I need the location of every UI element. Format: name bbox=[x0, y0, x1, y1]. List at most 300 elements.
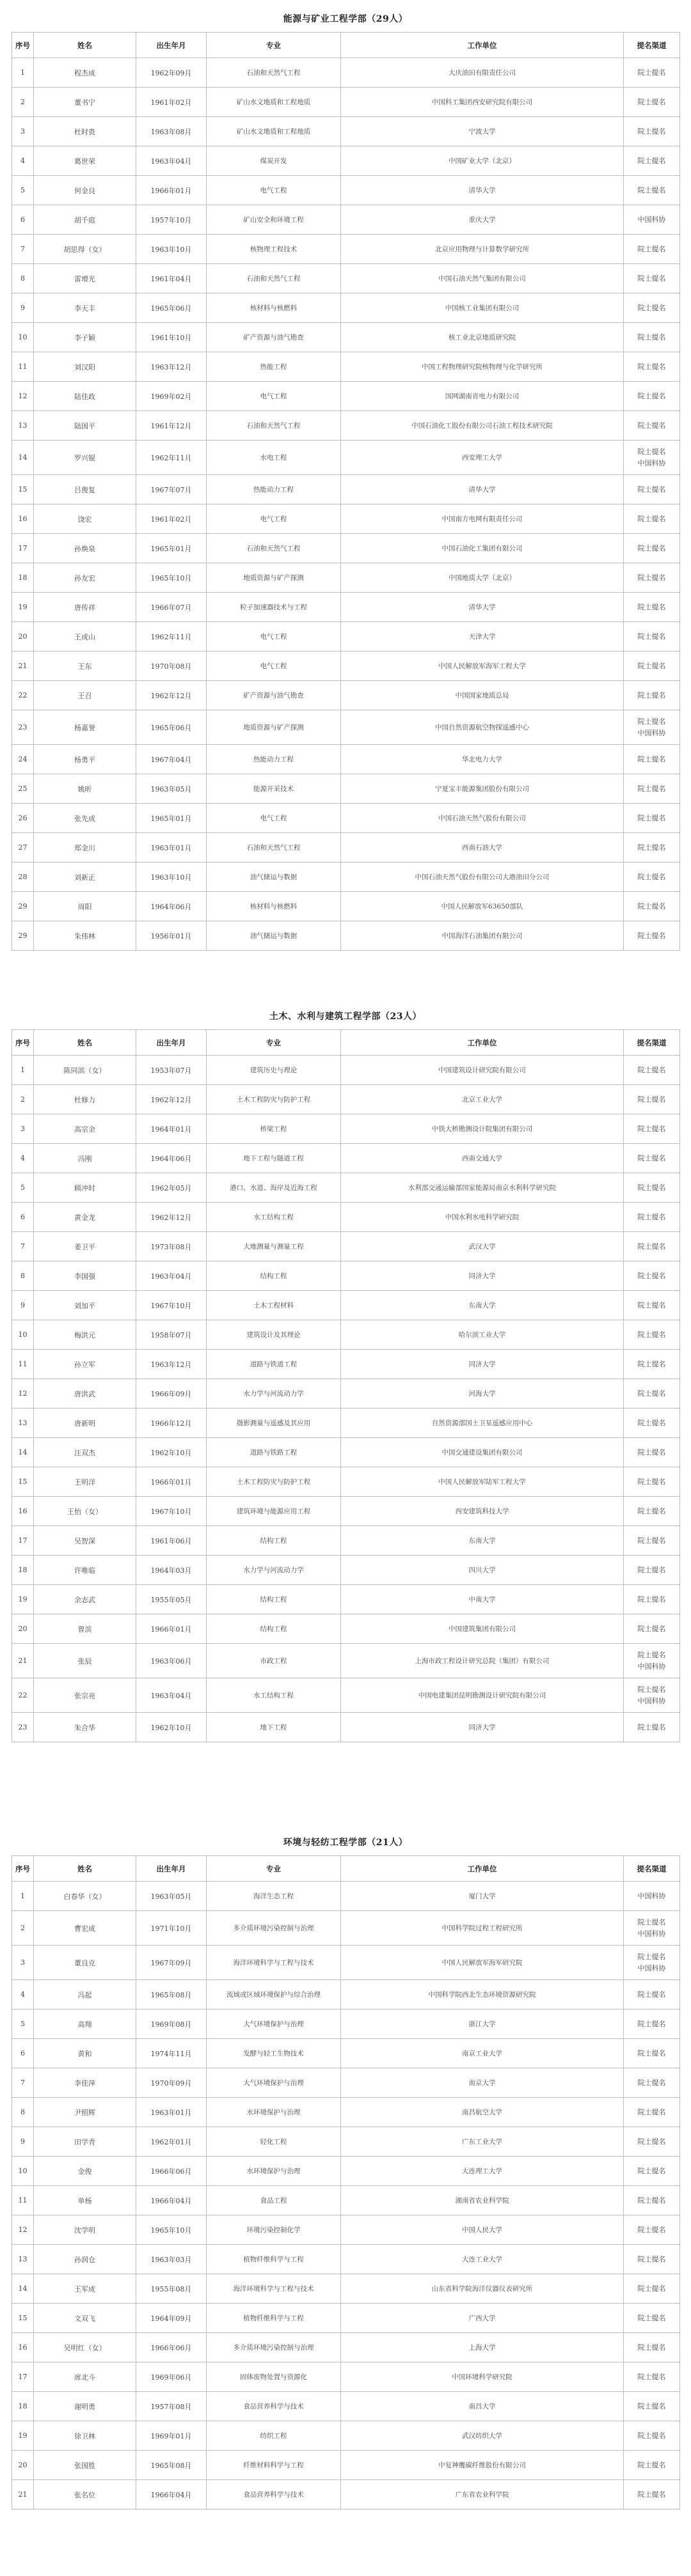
cell-field: 核材料与核燃料 bbox=[207, 892, 341, 921]
table-row bbox=[12, 1056, 680, 1085]
cell-name: 王明洋 bbox=[34, 1467, 136, 1497]
cell-no: 12 bbox=[12, 2215, 34, 2245]
cell-nomination bbox=[624, 1261, 680, 1291]
cell-nomination bbox=[624, 2333, 680, 2362]
table-header-row bbox=[12, 1856, 680, 1882]
table-row bbox=[12, 622, 680, 652]
cell-unit: 中国人民解放军63650部队 bbox=[341, 892, 624, 921]
cell-birth: 1961年06月 bbox=[136, 1526, 207, 1556]
cell-nomination bbox=[624, 2421, 680, 2451]
header-birth: 出生年月 bbox=[136, 1856, 207, 1882]
cell-birth: 1962年10月 bbox=[136, 1438, 207, 1467]
cell-name: 金俊 bbox=[34, 2157, 136, 2186]
cell-unit: 中国人民大学 bbox=[341, 2215, 624, 2245]
cell-nomination bbox=[624, 2451, 680, 2480]
cell-field: 结构工程 bbox=[207, 1261, 341, 1291]
cell-nomination bbox=[624, 58, 680, 88]
cell-nomination bbox=[624, 1497, 680, 1526]
table-row bbox=[12, 1678, 680, 1713]
cell-unit: 广东工业大学 bbox=[341, 2127, 624, 2157]
table-row bbox=[12, 1114, 680, 1144]
cell-no: 14 bbox=[12, 441, 34, 475]
nomination-channel: 院士提名 bbox=[637, 2401, 666, 2410]
cell-no: 8 bbox=[12, 1261, 34, 1291]
header-field: 专业 bbox=[207, 1030, 341, 1056]
table-body bbox=[12, 1882, 680, 2510]
cell-nomination bbox=[624, 1556, 680, 1585]
cell-nomination bbox=[624, 2098, 680, 2127]
cell-nomination bbox=[624, 88, 680, 117]
cell-no: 26 bbox=[12, 804, 34, 833]
cell-name: 汪双杰 bbox=[34, 1438, 136, 1467]
nomination-channel: 院士提名 bbox=[637, 421, 666, 430]
cell-nomination bbox=[624, 2068, 680, 2098]
cell-nomination bbox=[624, 264, 680, 293]
cell-no: 15 bbox=[12, 475, 34, 504]
cell-unit: 中复神鹰碳纤维股份有限公司 bbox=[341, 2451, 624, 2480]
table-row bbox=[12, 1946, 680, 1980]
table-row bbox=[12, 1173, 680, 1203]
cell-unit: 中国科学院西北生态环境资源研究院 bbox=[341, 1980, 624, 2010]
cell-no: 11 bbox=[12, 1350, 34, 1379]
table-row bbox=[12, 235, 680, 264]
table-row bbox=[12, 2010, 680, 2039]
cell-birth: 1964年06月 bbox=[136, 892, 207, 921]
cell-no: 25 bbox=[12, 774, 34, 804]
cell-nomination bbox=[624, 1085, 680, 1114]
cell-name: 张国胜 bbox=[34, 2451, 136, 2480]
cell-name: 高翔 bbox=[34, 2010, 136, 2039]
cell-no: 14 bbox=[12, 1438, 34, 1467]
nomination-channel: 院士提名 bbox=[637, 661, 666, 670]
nomination-channel: 院士提名 bbox=[637, 573, 666, 582]
cell-nomination bbox=[624, 1056, 680, 1085]
cell-field: 热能工程 bbox=[207, 352, 341, 382]
cell-nomination bbox=[624, 1203, 680, 1232]
table-row bbox=[12, 411, 680, 441]
cell-field: 土木工程材料 bbox=[207, 1291, 341, 1320]
cell-birth: 1966年06月 bbox=[136, 2157, 207, 2186]
table-row bbox=[12, 293, 680, 323]
cell-name: 雷增光 bbox=[34, 264, 136, 293]
table-row bbox=[12, 1556, 680, 1585]
nomination-channel: 院士提名 bbox=[637, 447, 666, 456]
cell-birth: 1969年01月 bbox=[136, 2421, 207, 2451]
nomination-channel: 院士提名 bbox=[637, 2372, 666, 2381]
nomination-channel: 院士提名 bbox=[637, 784, 666, 793]
table-row bbox=[12, 2068, 680, 2098]
cell-name: 吴智深 bbox=[34, 1526, 136, 1556]
cell-nomination bbox=[624, 710, 680, 745]
cell-no: 23 bbox=[12, 1713, 34, 1742]
cell-field: 多介质环境污染控制与治理 bbox=[207, 2333, 341, 2362]
cell-no: 22 bbox=[12, 681, 34, 710]
cell-unit: 上海市政工程设计研究总院（集团）有限公司 bbox=[341, 1644, 624, 1678]
cell-field: 道路与铁路工程 bbox=[207, 1438, 341, 1467]
cell-nomination bbox=[624, 1467, 680, 1497]
cell-birth: 1966年01月 bbox=[136, 1614, 207, 1644]
cell-field: 水环境保护与治理 bbox=[207, 2157, 341, 2186]
cell-unit: 天津大学 bbox=[341, 622, 624, 652]
cell-unit: 武汉纺织大学 bbox=[341, 2421, 624, 2451]
table-row bbox=[12, 1144, 680, 1173]
cell-unit: 北京工业大学 bbox=[341, 1085, 624, 1114]
table-row bbox=[12, 1614, 680, 1644]
cell-unit: 上海大学 bbox=[341, 2333, 624, 2362]
cell-no: 5 bbox=[12, 176, 34, 205]
cell-name: 刘新正 bbox=[34, 863, 136, 892]
cell-nomination bbox=[624, 504, 680, 534]
cell-no: 2 bbox=[12, 1085, 34, 1114]
nomination-channel: 院士提名 bbox=[637, 2460, 666, 2469]
header-name: 姓名 bbox=[34, 33, 136, 58]
cell-field: 建筑历史与理论 bbox=[207, 1056, 341, 1085]
cell-nomination bbox=[624, 1713, 680, 1742]
cell-nomination bbox=[624, 1173, 680, 1203]
cell-unit: 西安建筑科技大学 bbox=[341, 1497, 624, 1526]
cell-name: 李子颖 bbox=[34, 323, 136, 352]
table-row bbox=[12, 593, 680, 622]
cell-name: 姚昕 bbox=[34, 774, 136, 804]
cell-birth: 1958年07月 bbox=[136, 1320, 207, 1350]
table-row bbox=[12, 1526, 680, 1556]
section-civil-water-architecture bbox=[12, 1004, 679, 1742]
nomination-channel: 院士提名 bbox=[637, 2313, 666, 2322]
cell-birth: 1965年10月 bbox=[136, 2215, 207, 2245]
cell-name: 冯起 bbox=[34, 1980, 136, 2010]
nomination-channel: 院士提名 bbox=[637, 2049, 666, 2057]
table-row bbox=[12, 1585, 680, 1614]
cell-no: 11 bbox=[12, 352, 34, 382]
header-nomination: 提名渠道 bbox=[624, 1030, 680, 1056]
cell-field: 水力学与河流动力学 bbox=[207, 1556, 341, 1585]
cell-nomination bbox=[624, 2304, 680, 2333]
cell-no: 13 bbox=[12, 1409, 34, 1438]
cell-name: 张辰 bbox=[34, 1644, 136, 1678]
cell-birth: 1966年01月 bbox=[136, 176, 207, 205]
cell-birth: 1973年08月 bbox=[136, 1232, 207, 1261]
cell-birth: 1961年02月 bbox=[136, 88, 207, 117]
cell-unit: 同济大学 bbox=[341, 1713, 624, 1742]
section-energy-mining bbox=[12, 6, 679, 951]
cell-birth: 1957年08月 bbox=[136, 2392, 207, 2421]
cell-name: 王军成 bbox=[34, 2274, 136, 2304]
cell-field: 电气工程 bbox=[207, 176, 341, 205]
cell-field: 水工结构工程 bbox=[207, 1203, 341, 1232]
cell-no: 15 bbox=[12, 1467, 34, 1497]
nomination-channel: 院士提名 bbox=[637, 2078, 666, 2087]
cell-name: 白春华（女） bbox=[34, 1882, 136, 1911]
table-row bbox=[12, 1713, 680, 1742]
cell-field: 核材料与核燃料 bbox=[207, 293, 341, 323]
cell-nomination bbox=[624, 1614, 680, 1644]
header-no: 序号 bbox=[12, 33, 34, 58]
nomination-channel: 院士提名 bbox=[637, 1685, 666, 1694]
cell-unit: 宁波大学 bbox=[341, 117, 624, 146]
nomination-channel: 院士提名 bbox=[637, 2166, 666, 2175]
cell-no: 23 bbox=[12, 710, 34, 745]
nomination-channel: 院士提名 bbox=[637, 1990, 666, 1999]
cell-birth: 1962年12月 bbox=[136, 1085, 207, 1114]
cell-nomination bbox=[624, 117, 680, 146]
cell-birth: 1969年08月 bbox=[136, 2010, 207, 2039]
cell-nomination bbox=[624, 2039, 680, 2068]
cell-birth: 1962年12月 bbox=[136, 681, 207, 710]
table-row bbox=[12, 1232, 680, 1261]
cell-birth: 1966年04月 bbox=[136, 2186, 207, 2215]
nomination-channel: 院士提名 bbox=[637, 1418, 666, 1427]
cell-birth: 1967年07月 bbox=[136, 475, 207, 504]
cell-field: 大地测量与测量工程 bbox=[207, 1232, 341, 1261]
cell-no: 7 bbox=[12, 235, 34, 264]
cell-name: 李佳萍 bbox=[34, 2068, 136, 2098]
cell-field: 多介质环境污染控制与治理 bbox=[207, 1911, 341, 1946]
cell-name: 陆国平 bbox=[34, 411, 136, 441]
cell-field: 地质资源与矿产探测 bbox=[207, 563, 341, 593]
cell-unit: 中国工程物理研究院核物理与化学研究所 bbox=[341, 352, 624, 382]
cell-unit: 中国国家地质总局 bbox=[341, 681, 624, 710]
table-row bbox=[12, 2274, 680, 2304]
nomination-channel: 院士提名 bbox=[637, 1183, 666, 1192]
cell-field: 道路与铁道工程 bbox=[207, 1350, 341, 1379]
cell-birth: 1967年09月 bbox=[136, 1946, 207, 1980]
nomination-channel: 院士提名 bbox=[637, 1065, 666, 1074]
cell-birth: 1953年07月 bbox=[136, 1056, 207, 1085]
table-row bbox=[12, 504, 680, 534]
nomination-channel: 院士提名 bbox=[637, 1153, 666, 1162]
cell-no: 2 bbox=[12, 1911, 34, 1946]
cell-birth: 1956年01月 bbox=[136, 921, 207, 951]
cell-name: 杨嘉誉 bbox=[34, 710, 136, 745]
nomination-channel: 院士提名 bbox=[637, 303, 666, 312]
cell-birth: 1966年09月 bbox=[136, 1379, 207, 1409]
cell-field: 食品营养科学与技术 bbox=[207, 2392, 341, 2421]
cell-birth: 1963年04月 bbox=[136, 1261, 207, 1291]
table-row bbox=[12, 745, 680, 774]
section-title: 土木、水利与建筑工程学部（23人） bbox=[269, 1011, 422, 1022]
nomination-channel: 院士提名 bbox=[637, 1242, 666, 1251]
cell-no: 20 bbox=[12, 2451, 34, 2480]
table-row bbox=[12, 681, 680, 710]
table-row bbox=[12, 863, 680, 892]
cell-name: 张名位 bbox=[34, 2480, 136, 2510]
nomination-channel: 院士提名 bbox=[637, 1917, 666, 1926]
cell-nomination bbox=[624, 833, 680, 863]
cell-birth: 1969年06月 bbox=[136, 2362, 207, 2392]
cell-field: 矿山水文地质和工程地质 bbox=[207, 88, 341, 117]
cell-field: 石油和天然气工程 bbox=[207, 534, 341, 563]
cell-birth: 1963年01月 bbox=[136, 833, 207, 863]
cell-unit: 浙江大学 bbox=[341, 2010, 624, 2039]
cell-field: 植物纤维科学与工程 bbox=[207, 2304, 341, 2333]
cell-unit: 自然资源部国土卫星遥感应用中心 bbox=[341, 1409, 624, 1438]
cell-no: 7 bbox=[12, 2068, 34, 2098]
cell-name: 李天丰 bbox=[34, 293, 136, 323]
cell-name: 郑金川 bbox=[34, 833, 136, 863]
cell-unit: 重庆大学 bbox=[341, 205, 624, 235]
nomination-channel: 院士提名 bbox=[637, 1124, 666, 1133]
cell-name: 杜时贵 bbox=[34, 117, 136, 146]
cell-name: 冯刚 bbox=[34, 1144, 136, 1173]
cell-nomination bbox=[624, 892, 680, 921]
cell-birth: 1961年04月 bbox=[136, 264, 207, 293]
cell-birth: 1970年09月 bbox=[136, 2068, 207, 2098]
table-row bbox=[12, 1409, 680, 1438]
table-row bbox=[12, 892, 680, 921]
cell-field: 海洋生态工程 bbox=[207, 1882, 341, 1911]
cell-nomination bbox=[624, 235, 680, 264]
cell-nomination bbox=[624, 1144, 680, 1173]
cell-unit: 中国核工业集团有限公司 bbox=[341, 293, 624, 323]
cell-unit: 中国科学院过程工程研究所 bbox=[341, 1911, 624, 1946]
cell-unit: 西安理工大学 bbox=[341, 441, 624, 475]
cell-unit: 中国南方电网有限责任公司 bbox=[341, 504, 624, 534]
cell-nomination bbox=[624, 2245, 680, 2274]
member-table bbox=[12, 1029, 680, 1742]
cell-birth: 1964年01月 bbox=[136, 1114, 207, 1144]
cell-no: 1 bbox=[12, 1056, 34, 1085]
cell-birth: 1966年07月 bbox=[136, 593, 207, 622]
nomination-channel: 院士提名 bbox=[637, 1477, 666, 1486]
cell-unit: 哈尔滨工业大学 bbox=[341, 1320, 624, 1350]
table-row bbox=[12, 804, 680, 833]
cell-name: 黄金龙 bbox=[34, 1203, 136, 1232]
cell-unit: 中国建筑集团有限公司 bbox=[341, 1614, 624, 1644]
cell-field: 矿产资源与油气勘查 bbox=[207, 681, 341, 710]
nomination-channel: 院士提名 bbox=[637, 902, 666, 910]
table-body bbox=[12, 1056, 680, 1742]
table-row bbox=[12, 1467, 680, 1497]
table-row bbox=[12, 2333, 680, 2362]
cell-birth: 1966年06月 bbox=[136, 2333, 207, 2362]
cell-unit: 东南大学 bbox=[341, 1291, 624, 1320]
cell-name: 王东 bbox=[34, 652, 136, 681]
cell-birth: 1961年10月 bbox=[136, 323, 207, 352]
cell-nomination bbox=[624, 1585, 680, 1614]
nomination-channel: 院士提名 bbox=[637, 717, 666, 726]
cell-field: 油气储运与数据 bbox=[207, 921, 341, 951]
cell-nomination bbox=[624, 1911, 680, 1946]
table-row bbox=[12, 833, 680, 863]
cell-field: 桥梁工程 bbox=[207, 1114, 341, 1144]
cell-unit: 中国地质大学（北京） bbox=[341, 563, 624, 593]
cell-birth: 1967年10月 bbox=[136, 1291, 207, 1320]
cell-unit: 湖南省农业科学院 bbox=[341, 2186, 624, 2215]
nomination-channel: 中国科协 bbox=[637, 1696, 666, 1705]
cell-name: 席北斗 bbox=[34, 2362, 136, 2392]
cell-no: 2 bbox=[12, 88, 34, 117]
cell-unit: 南昌大学 bbox=[341, 2392, 624, 2421]
nomination-channel: 中国科协 bbox=[637, 1929, 666, 1938]
cell-name: 刘加平 bbox=[34, 1291, 136, 1320]
cell-unit: 武汉大学 bbox=[341, 1232, 624, 1261]
cell-unit: 南京工业大学 bbox=[341, 2039, 624, 2068]
cell-birth: 1964年06月 bbox=[136, 1144, 207, 1173]
cell-field: 热能动力工程 bbox=[207, 475, 341, 504]
cell-birth: 1962年05月 bbox=[136, 1173, 207, 1203]
cell-field: 纺织工程 bbox=[207, 2421, 341, 2451]
header-birth: 出生年月 bbox=[136, 1030, 207, 1056]
cell-nomination bbox=[624, 411, 680, 441]
cell-no: 28 bbox=[12, 863, 34, 892]
cell-name: 何金良 bbox=[34, 176, 136, 205]
cell-nomination bbox=[624, 652, 680, 681]
cell-unit: 国网湖南省电力有限公司 bbox=[341, 382, 624, 411]
header-field: 专业 bbox=[207, 1856, 341, 1882]
cell-no: 21 bbox=[12, 1644, 34, 1678]
table-row bbox=[12, 1980, 680, 2010]
table-row bbox=[12, 2039, 680, 2068]
table-row bbox=[12, 264, 680, 293]
cell-name: 罗兴锟 bbox=[34, 441, 136, 475]
cell-name: 单杨 bbox=[34, 2186, 136, 2215]
table-row bbox=[12, 921, 680, 951]
cell-field: 能源开采技术 bbox=[207, 774, 341, 804]
table-row bbox=[12, 652, 680, 681]
cell-field: 石油和天然气工程 bbox=[207, 58, 341, 88]
cell-birth: 1965年08月 bbox=[136, 1980, 207, 2010]
nomination-channel: 院士提名 bbox=[637, 362, 666, 371]
cell-birth: 1957年10月 bbox=[136, 205, 207, 235]
table-row bbox=[12, 1911, 680, 1946]
header-unit: 工作单位 bbox=[341, 33, 624, 58]
nomination-channel: 院士提名 bbox=[637, 1389, 666, 1398]
cell-birth: 1963年12月 bbox=[136, 352, 207, 382]
cell-field: 石油和天然气工程 bbox=[207, 411, 341, 441]
cell-unit: 中国矿业大学（北京） bbox=[341, 146, 624, 176]
table-row bbox=[12, 2362, 680, 2392]
cell-no: 11 bbox=[12, 2186, 34, 2215]
cell-name: 许唯临 bbox=[34, 1556, 136, 1585]
nomination-channel: 院士提名 bbox=[637, 127, 666, 136]
nomination-channel: 院士提名 bbox=[637, 543, 666, 552]
cell-birth: 1967年04月 bbox=[136, 745, 207, 774]
cell-nomination bbox=[624, 382, 680, 411]
cell-nomination bbox=[624, 1526, 680, 1556]
cell-field: 煤炭开发 bbox=[207, 146, 341, 176]
table-header-row bbox=[12, 33, 680, 58]
cell-field: 结构工程 bbox=[207, 1526, 341, 1556]
cell-name: 沈学明 bbox=[34, 2215, 136, 2245]
cell-name: 朱合华 bbox=[34, 1713, 136, 1742]
cell-no: 9 bbox=[12, 2127, 34, 2157]
cell-field: 流域或区域环境保护与综合治理 bbox=[207, 1980, 341, 2010]
cell-name: 朱伟林 bbox=[34, 921, 136, 951]
table-row bbox=[12, 475, 680, 504]
cell-unit: 四川大学 bbox=[341, 1556, 624, 1585]
cell-birth: 1971年10月 bbox=[136, 1911, 207, 1946]
cell-unit: 中国自然资源航空物探遥感中心 bbox=[341, 710, 624, 745]
table-row bbox=[12, 1261, 680, 1291]
cell-field: 矿山水文地质和工程地质 bbox=[207, 117, 341, 146]
cell-field: 建筑环境与能源应用工程 bbox=[207, 1497, 341, 1526]
cell-birth: 1964年09月 bbox=[136, 2304, 207, 2333]
cell-nomination bbox=[624, 1114, 680, 1144]
header-nomination: 提名渠道 bbox=[624, 33, 680, 58]
cell-name: 余志武 bbox=[34, 1585, 136, 1614]
cell-nomination bbox=[624, 622, 680, 652]
header-unit: 工作单位 bbox=[341, 1030, 624, 1056]
nomination-channel: 院士提名 bbox=[637, 1359, 666, 1368]
cell-no: 10 bbox=[12, 1320, 34, 1350]
cell-unit: 中南大学 bbox=[341, 1585, 624, 1614]
cell-no: 20 bbox=[12, 1614, 34, 1644]
cell-field: 食品工程 bbox=[207, 2186, 341, 2215]
cell-no: 3 bbox=[12, 1114, 34, 1144]
cell-field: 植物纤维科学与工程 bbox=[207, 2245, 341, 2274]
cell-no: 8 bbox=[12, 2098, 34, 2127]
cell-unit: 中国人民解放军海军工程大学 bbox=[341, 652, 624, 681]
